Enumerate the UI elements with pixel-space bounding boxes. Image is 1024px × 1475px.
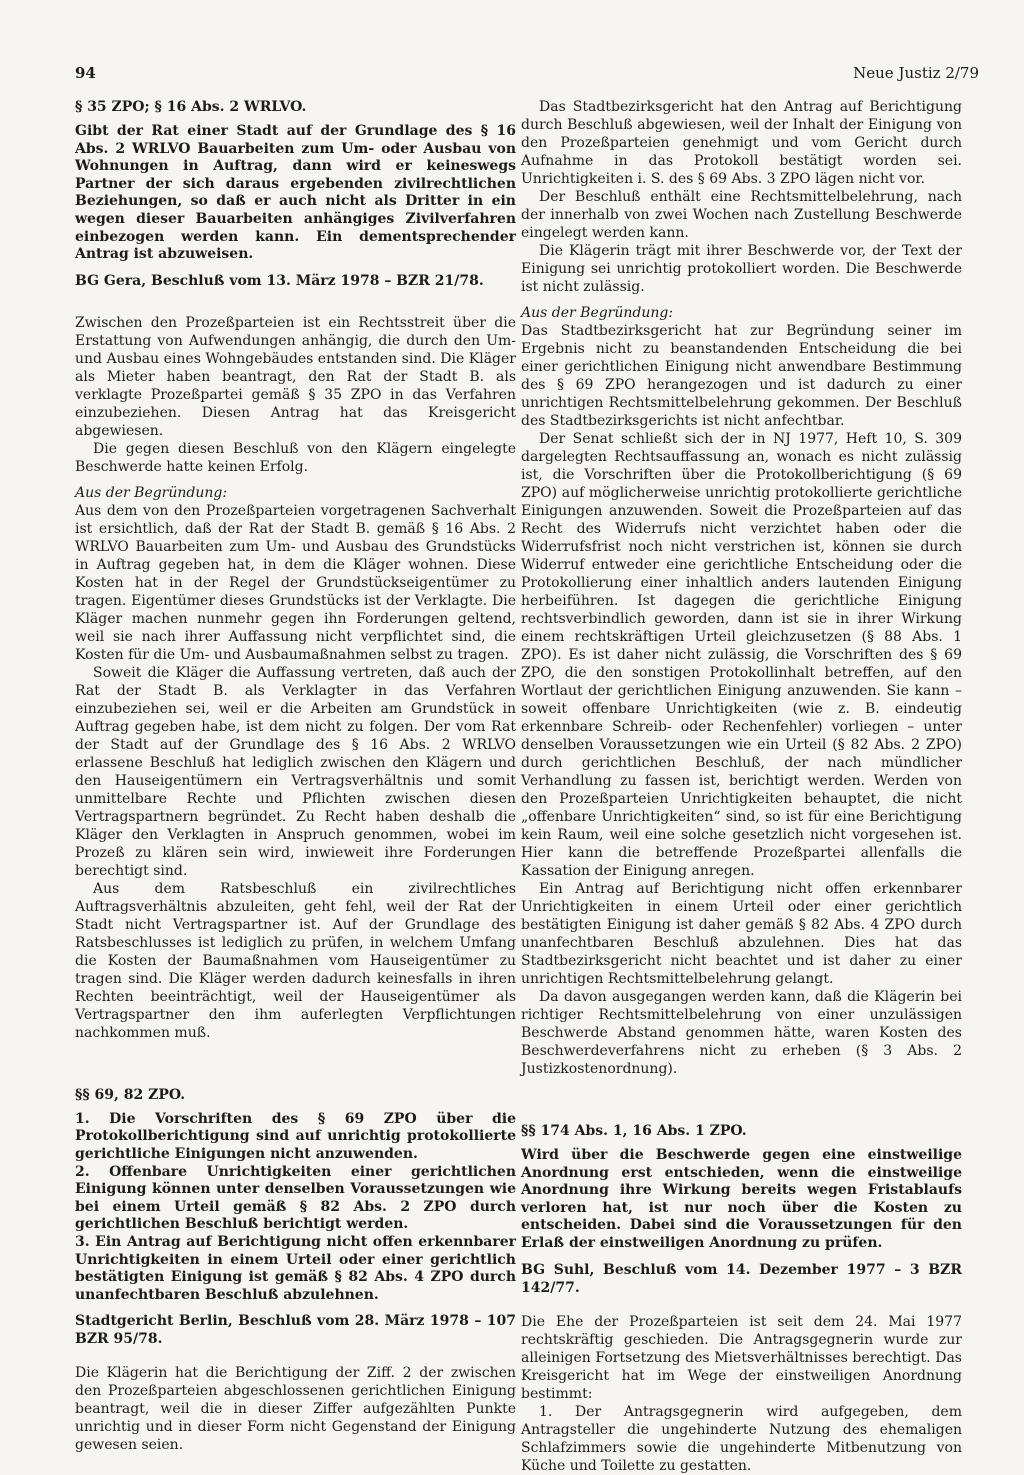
case2-reasons-label: Aus der Begründung: [521,305,674,321]
case2-headnote-item: 1. Die Vorschriften des § 69 ZPO über die Protokollberichtigung sind auf unrichtig protokollierte gerichtliche Einigungen nicht anzuwenden. [75,1110,516,1162]
case2-headnote-item: 3. Ein Antrag auf Berichtigung nicht offen erkennbarer Unrichtigkeiten in einem Urteil oder einer gerichtlich bestätigten Einigung ist gemäß § 82 Abs. 4 ZPO durch unanfechtbaren Beschluß abzulehnen. [75,1233,516,1303]
case1-reasons-paragraph: Aus dem Ratsbeschluß ein zivilrechtliches Auftragsverhältnis abzuleiten, geht fehl, weil der Rat der Stadt nicht Vertragspartner ist. Auf der Grundlage des Ratsbeschlusses ist lediglich zu prüfen, in welchem Umfang die Kosten der Baumaßnahmen vom Hauseigentümer zu tragen sind. Die Kläger werden dadurch keinesfalls in ihren Rechten beeinträchtigt, weil der Hauseigentümer als Vertragspartner den ihm auferlegten Verpflichtungen nachkommen muß. [75,880,516,1041]
left-column [75,98,516,1454]
case2-headnote-item: 2. Offenbare Unrichtigkeiten einer gerichtlichen Einigung können unter denselben Voraussetzungen wie bei einem Urteil gemäß § 82 Abs. 2 ZPO durch gerichtlichen Beschluß berichtigt werden. [75,1163,516,1233]
case1-reasons-paragraph: Soweit die Kläger die Auffassung vertreten, daß auch der Rat der Stadt B. als Verklagter in das Verfahren einzubeziehen sei, weil er die Arbeiten am Grundstück in Auftrag gegeben habe, ist dem nicht zu folgen. Der vom Rat der Stadt auf der Grundlage des § 16 Abs. 2 WRLVO erlassene Beschluß hat lediglich zwischen den Klägern und den Hauseigentümern ein Vertragsverhältnis und somit unmittelbare Rechte und Pflichten zwischen diesen Vertragspartnern begründet. Zu Recht haben deshalb die Kläger den Verklagten in Anspruch genommen, wobei im Prozeß zu klären sein wird, inwieweit ihre Forderungen berechtigt sind. [75,664,516,879]
case2-law-reference: §§ 69, 82 ZPO. [75,1086,186,1103]
case3-headnote: Wird über die Beschwerde gegen eine einstweilige Anordnung erst entschieden, wenn die einstweilige Anordnung ihre Wirkung bereits wegen Fristablaufs verloren hat, ist nur noch über die Kosten zu entscheiden. Dabei sind die Voraussetzungen für den Erlaß der einstweiligen Anordnung zu prüfen. [521,1147,962,1251]
case3-law-reference: §§ 174 Abs. 1, 16 Abs. 1 ZPO. [521,1123,747,1139]
case2-facts-paragraph: Das Stadtbezirksgericht hat den Antrag auf Berichtigung durch Beschluß abgewiesen, weil der Inhalt der Einigung von den Prozeßparteien genehmigt und vom Gericht durch Aufnahme in das Protokoll bestätigt worden sei. Unrichtigkeiten i. S. des § 69 Abs. 3 ZPO lägen nicht vor. [521,99,962,187]
case2-reasons-paragraph: Da davon ausgegangen werden kann, daß die Klägerin bei richtiger Rechtsmittelbelehrung von einer unzulässigen Beschwerde Abstand genommen hätte, waren Kosten des Beschwerdeverfahrens nicht zu erheben (§ 3 Abs. 2 Justizkostenordnung). [521,989,962,1077]
case1-citation: BG Gera, Beschluß vom 13. März 1978 – BZR 21/78. [75,272,484,289]
case1-facts-paragraph: Zwischen den Prozeßparteien ist ein Rechtsstreit über die Erstattung von Aufwendungen anhängig, die durch den Um- und Ausbau eines Wohngebäudes entstanden sind. Die Kläger als Mieter haben beantragt, den Rat der Stadt B. als verklagte Prozeßpartei gemäß § 35 ZPO in das Verfahren einzubeziehen. Diesen Antrag hat das Kreisgericht abgewiesen. [75,314,516,439]
case1-headnote: Gibt der Rat einer Stadt auf der Grundlage des § 16 Abs. 2 WRLVO Bauarbeiten zum Um- oder Ausbau von Wohnungen in Auftrag, dann wird er keineswegs Partner der sich daraus ergebenden zivilrechtlichen Beziehungen, so daß er auch nicht als Dritter in ein wegen dieser Bauarbeiten anhängiges Zivilverfahren einbezogen werden kann. Ein dementsprechender Antrag ist abzuweisen. [75,123,516,263]
case3-list-item: 1. Der Antragsgegnerin wird aufgegeben, dem Antragsteller die ungehinderte Nutzung des ehemaligen Schlafzimmers sowie die ungehinderte Mitbenutzung von Küche und Toilette zu gestatten. [521,1403,962,1474]
case2-reasons-paragraph: Ein Antrag auf Berichtigung nicht offen erkennbarer Unrichtigkeiten in einem Urteil oder einer gerichtlich bestätigten Einigung ist daher gemäß § 82 Abs. 4 ZPO durch unanfechtbaren Beschluß abzulehnen. Dies hat das Stadtbezirksgericht nicht beachtet und ist daher zu einer unrichtigen Rechtsmittelbelehrung gelangt. [521,881,962,987]
journal-reference: Neue Justiz 2/79 [853,64,979,82]
case2-facts-paragraph: Der Beschluß enthält eine Rechtsmittelbelehrung, nach der innerhalb von zwei Wochen nach Zustellung Beschwerde eingelegt werden kann. [521,189,962,241]
page-number: 94 [75,64,96,82]
case2-reasons-paragraph: Der Senat schließt sich der in NJ 1977, Heft 10, S. 309 dargelegten Rechtsauffassung an, wonach es nicht zulässig ist, die Vorschriften über die Protokollberichtigung (§ 69 ZPO) auf möglicherweise unrichtig protokollierte gerichtliche Einigungen anzuwenden. Soweit die Prozeßparteien auf das Recht des Widerrufs nicht verzichtet haben oder die Widerrufsfrist noch nicht verstrichen ist, können sie durch Widerruf entweder eine gerichtliche Entscheidung oder die Protokollierung einer inhaltlich anders lautenden Einigung herbeiführen. Ist dagegen die gerichtliche Einigung rechtsverbindlich geworden, dann ist sie in ihrer Wirkung einem rechtskräftigen Urteil gleichzusetzen (§ 88 Abs. 1 ZPO). Es ist daher nicht zulässig, die Vorschriften des § 69 ZPO, die den sonstigen Protokollinhalt betreffen, auf den Wortlaut der gerichtlichen Einigung anzuwenden. Sie kann – soweit offenbare Unrichtigkeiten (wie z. B. eindeutig erkennbare Schreib- oder Rechenfehler) vorliegen – unter denselben Voraussetzungen wie ein Urteil (§ 82 Abs. 2 ZPO) durch gerichtlichen Beschluß, der nach mündlicher Verhandlung zu fassen ist, berichtigt werden. Werden von den Prozeßparteien Unrichtigkeiten behauptet, die nicht „offenbare Unrichtigkeiten“ sind, so ist für eine Berichtigung kein Raum, weil eine solche gesetzlich nicht vorgesehen ist. Hier kann die betreffende Prozeßpartei allenfalls die Kassation der Einigung anregen. [521,431,962,879]
case1-law-reference: § 35 ZPO; § 16 Abs. 2 WRLVO. [75,99,307,115]
case2-citation: Stadtgericht Berlin, Beschluß vom 28. März 1978 – 107 BZR 95/78. [75,1313,516,1348]
case1-reasons-label: Aus der Begründung: [75,484,228,501]
case1-facts-paragraph: Die gegen diesen Beschluß von den Klägern eingelegte Beschwerde hatte keinen Erfolg. [75,440,516,475]
case1-reasons-paragraph: Aus dem von den Prozeßparteien vorgetragenen Sachverhalt ist ersichtlich, daß der Rat der Stadt B. gemäß § 16 Abs. 2 WRLVO Bauarbeiten zum Um- und Ausbau des Grundstücks in Auftrag gegeben hat, in dem die Kläger wohnen. Diese Kosten hat in der Regel der Grundstückseigentümer zu tragen. Eigentümer dieses Grundstücks ist der Verklagte. Die Kläger machen nunmehr gegen ihn Forderungen geltend, weil sie nach ihrer Auffassung nicht verpflichtet sind, die Kosten für die Um- und Ausbaumaßnahmen selbst zu tragen. [75,502,516,663]
case3-citation: BG Suhl, Beschluß vom 14. Dezember 1977 – 3 BZR 142/77. [521,1261,962,1296]
case2-reasons-paragraph: Das Stadtbezirksgericht hat zur Begründung seiner im Ergebnis nicht zu beanstandenden Entscheidung die bei einer gerichtlichen Einigung nicht anwendbare Bestimmung des § 69 ZPO herangezogen und ist dadurch zu einer unrichtigen Rechtsmittelbelehrung gekommen. Der Beschluß des Stadtbezirksgerichts ist nicht anfechtbar. [521,323,962,429]
case3-facts-paragraph: Die Ehe der Prozeßparteien ist seit dem 24. Mai 1977 rechtskräftig geschieden. Die Antragsgegnerin wurde zur alleinigen Fortsetzung des Mietsverhältnisses berechtigt. Das Kreisgericht hat im Wege der einstweiligen Anordnung bestimmt: [521,1313,962,1402]
case2-facts-paragraph: Die Klägerin hat die Berichtigung der Ziff. 2 der zwischen den Prozeßparteien abgeschlossenen gerichtlichen Einigung beantragt, weil die in dieser Ziffer aufgezählten Punkte unrichtig und in dieser Form nicht Gegenstand der Einigung gewesen seien. [75,1365,516,1454]
page-header [75,64,979,86]
right-column [521,98,962,1475]
case2-facts-paragraph: Die Klägerin trägt mit ihrer Beschwerde vor, der Text der Einigung sei unrichtig protokolliert worden. Die Beschwerde ist nicht zulässig. [521,243,962,295]
